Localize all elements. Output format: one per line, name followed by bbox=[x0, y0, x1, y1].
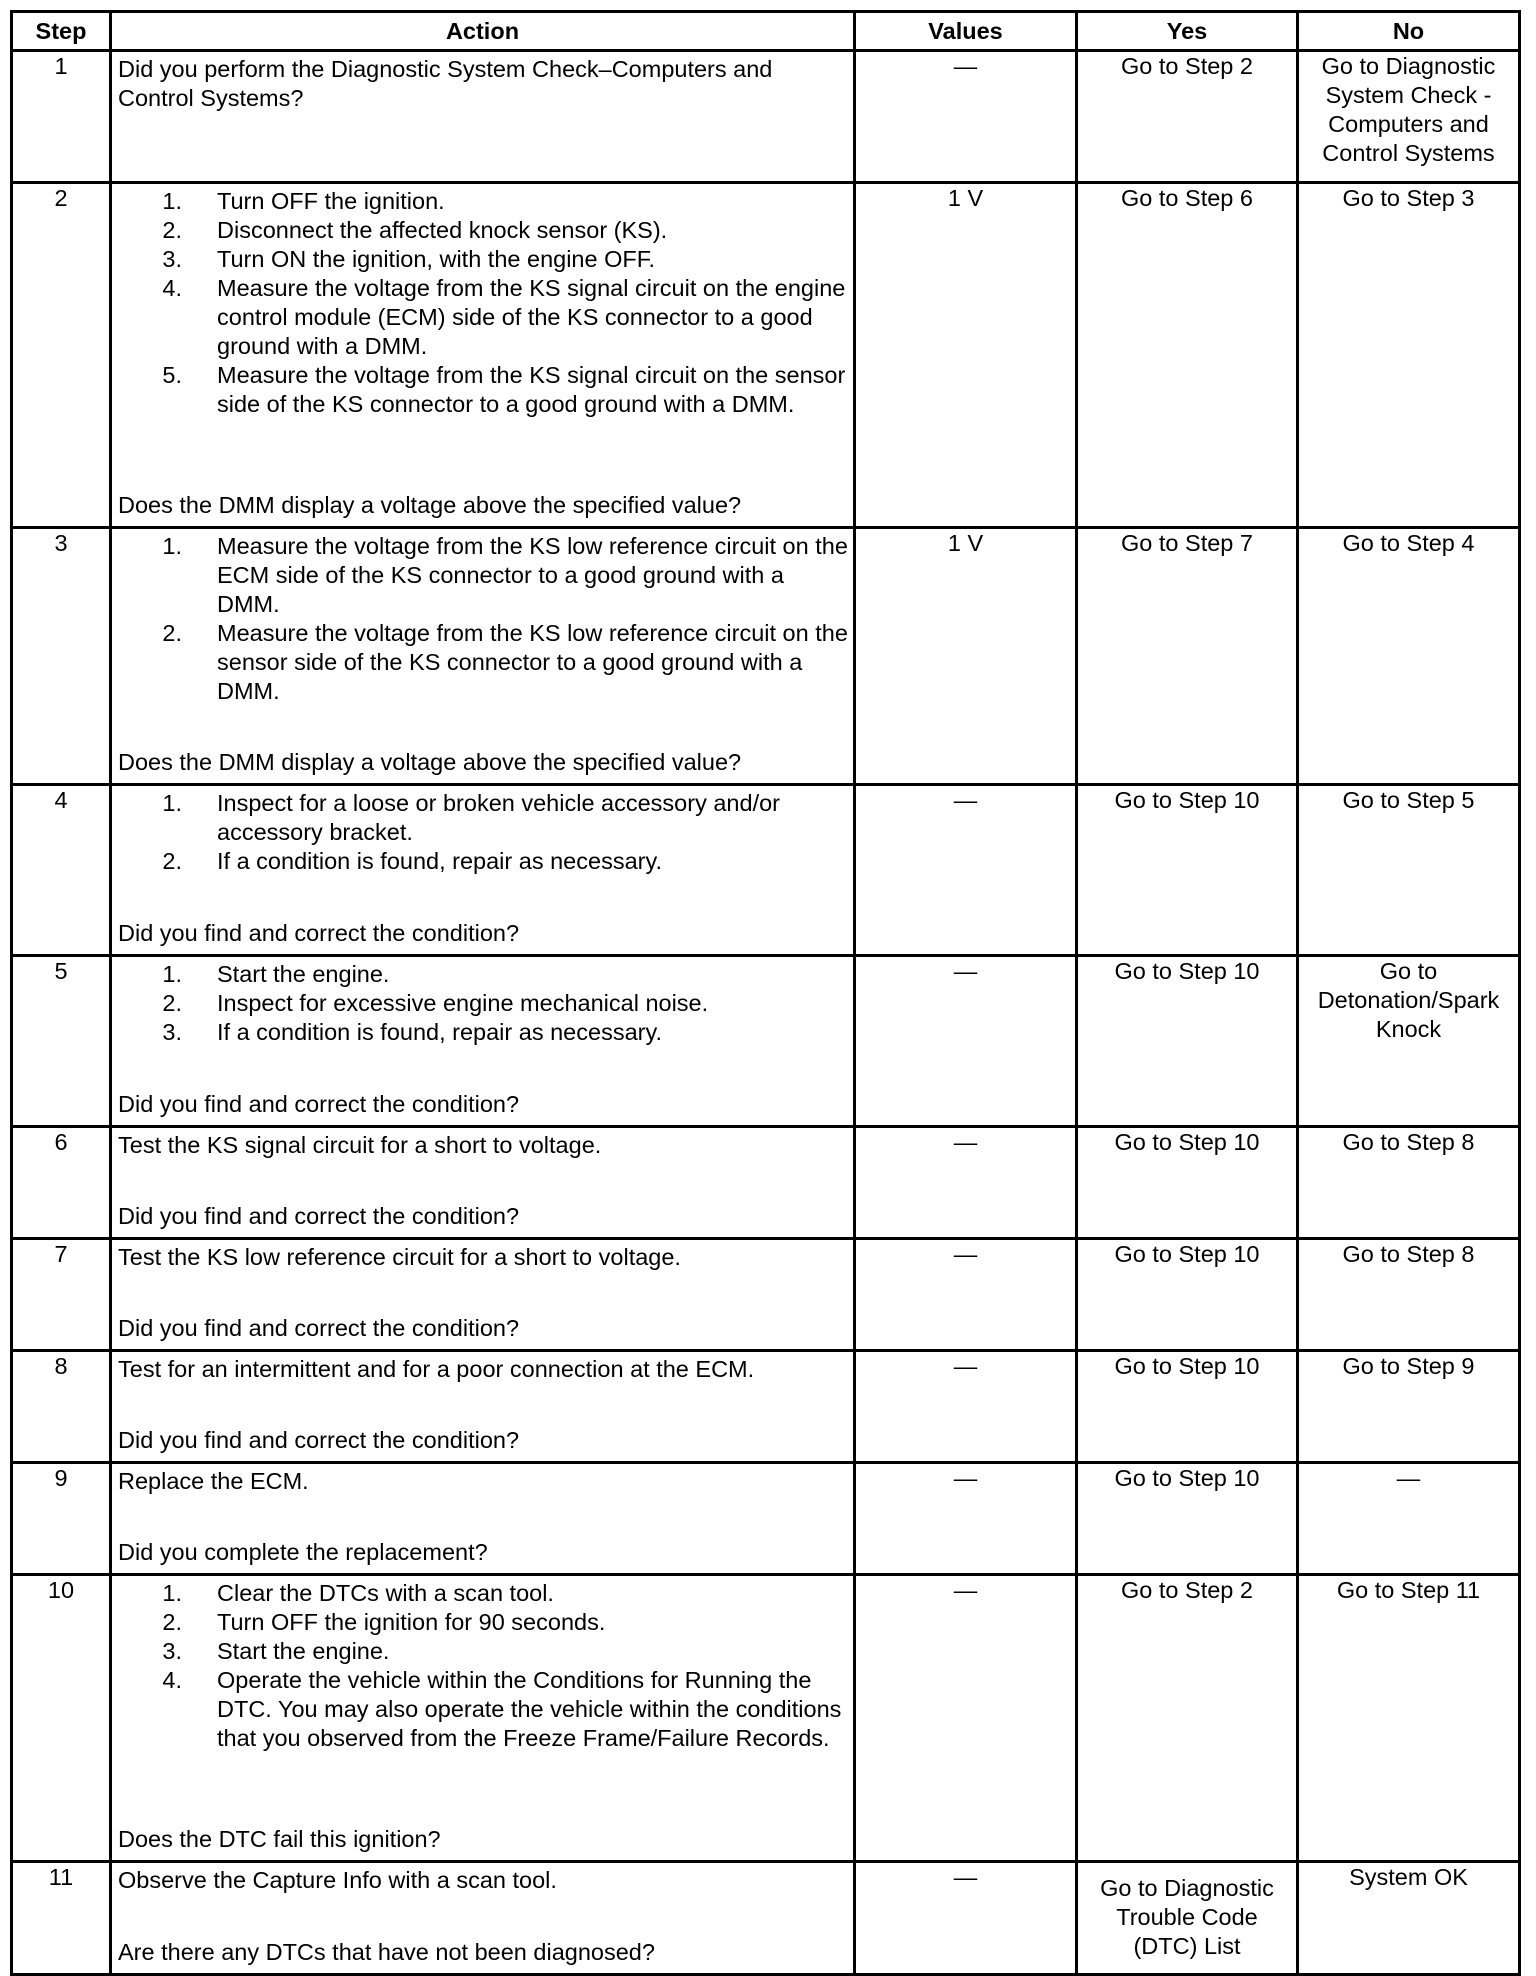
step-number: 9 bbox=[12, 1463, 111, 1575]
action-question: Did you find and correct the condition? bbox=[118, 920, 520, 946]
action-step bbox=[118, 216, 849, 245]
action-instructions bbox=[118, 532, 849, 706]
action-instructions bbox=[118, 1579, 849, 1753]
no-cell bbox=[1298, 1575, 1520, 1862]
yes-result: Go to Step 10 bbox=[1114, 1465, 1260, 1491]
header-action: Action bbox=[111, 12, 855, 51]
action-step bbox=[118, 1608, 849, 1637]
no-result: Go to Step 9 bbox=[1342, 1353, 1475, 1379]
no-result: Go to Step 11 bbox=[1336, 1577, 1481, 1603]
action-step bbox=[118, 847, 849, 876]
table-row bbox=[12, 1351, 1520, 1463]
no-cell bbox=[1298, 1239, 1520, 1351]
yes-result: Go to Step 2 bbox=[1121, 53, 1253, 79]
yes-result: Go to Step 7 bbox=[1121, 530, 1253, 556]
action-text: Did you perform the Diagnostic System Check–Computers and Control Systems? bbox=[118, 56, 773, 111]
step-number: 8 bbox=[12, 1351, 111, 1463]
action-content bbox=[112, 1576, 853, 1857]
yes-cell bbox=[1077, 1351, 1298, 1463]
yes-result: Go to Step 10 bbox=[1114, 1129, 1260, 1155]
action-step-text: Measure the voltage from the KS signal circuit on the sensor side of the KS connector to a good ground with a DMM. bbox=[217, 362, 846, 417]
action-question: Did you find and correct the condition? bbox=[118, 1203, 520, 1229]
no-result: Go to Step 3 bbox=[1342, 185, 1475, 211]
step-number: 5 bbox=[12, 956, 111, 1127]
action-step bbox=[118, 1018, 849, 1047]
yes-cell bbox=[1077, 1575, 1298, 1862]
no-cell bbox=[1298, 183, 1520, 528]
header-yes: Yes bbox=[1077, 12, 1298, 51]
action-step bbox=[118, 960, 849, 989]
action-cell bbox=[111, 1862, 855, 1975]
table-row bbox=[12, 1575, 1520, 1862]
action-instructions bbox=[118, 1866, 849, 1895]
step-number: 6 bbox=[12, 1127, 111, 1239]
action-text: Replace the ECM. bbox=[118, 1468, 309, 1494]
action-step bbox=[118, 361, 849, 419]
action-content bbox=[112, 1352, 853, 1458]
action-cell bbox=[111, 1463, 855, 1575]
header-row bbox=[12, 12, 1520, 51]
no-result: System OK bbox=[1349, 1864, 1468, 1890]
no-cell bbox=[1298, 1862, 1520, 1975]
action-step-number: 4. bbox=[162, 1667, 182, 1693]
action-cell bbox=[111, 1575, 855, 1862]
action-instructions bbox=[118, 1467, 849, 1496]
yes-cell bbox=[1077, 1862, 1298, 1975]
action-step-number: 2. bbox=[162, 1609, 182, 1635]
action-instructions bbox=[118, 1243, 849, 1272]
action-text: Test for an intermittent and for a poor connection at the ECM. bbox=[118, 1356, 755, 1382]
action-question: Did you find and correct the condition? bbox=[118, 1091, 520, 1117]
step-number: 1 bbox=[12, 51, 111, 183]
no-result: Go to Diagnostic System Check - Computers and Control Systems bbox=[1321, 53, 1496, 166]
yes-cell bbox=[1077, 1239, 1298, 1351]
action-question: Does the DTC fail this ignition? bbox=[118, 1826, 441, 1852]
action-steps-list bbox=[118, 960, 849, 1047]
values-cell: 1 V bbox=[855, 183, 1077, 528]
action-step bbox=[118, 187, 849, 216]
no-result: Go to Step 4 bbox=[1342, 530, 1475, 556]
action-step-number: 2. bbox=[162, 620, 182, 646]
action-step bbox=[118, 1579, 849, 1608]
values-cell: — bbox=[855, 1127, 1077, 1239]
yes-cell bbox=[1077, 785, 1298, 956]
no-result: Go to Step 5 bbox=[1342, 787, 1475, 813]
action-step-text: Measure the voltage from the KS low reference circuit on the sensor side of the KS connector to a good ground with a DMM. bbox=[217, 620, 848, 704]
yes-cell bbox=[1077, 1127, 1298, 1239]
action-question: Did you find and correct the condition? bbox=[118, 1315, 520, 1341]
yes-cell bbox=[1077, 956, 1298, 1127]
action-step bbox=[118, 532, 849, 619]
action-step-number: 1. bbox=[162, 1580, 182, 1606]
action-step-text: If a condition is found, repair as necessary. bbox=[217, 1019, 662, 1045]
table-row bbox=[12, 1862, 1520, 1975]
diagnostic-table bbox=[10, 10, 1521, 1976]
action-instructions bbox=[118, 960, 849, 1047]
no-cell bbox=[1298, 785, 1520, 956]
values-cell: — bbox=[855, 1575, 1077, 1862]
action-step-number: 2. bbox=[162, 990, 182, 1016]
values-cell: — bbox=[855, 785, 1077, 956]
action-content bbox=[112, 52, 853, 178]
header-values: Values bbox=[855, 12, 1077, 51]
action-instructions bbox=[118, 55, 849, 113]
action-step bbox=[118, 789, 849, 847]
action-question: Does the DMM display a voltage above the specified value? bbox=[118, 492, 742, 518]
action-step-number: 5. bbox=[162, 362, 182, 388]
action-question: Did you find and correct the condition? bbox=[118, 1427, 520, 1453]
action-content bbox=[112, 786, 853, 951]
action-cell bbox=[111, 1127, 855, 1239]
yes-result: Go to Diagnostic Trouble Code (DTC) List bbox=[1100, 1874, 1274, 1959]
yes-cell bbox=[1077, 183, 1298, 528]
yes-result: Go to Step 10 bbox=[1114, 1353, 1260, 1379]
action-content bbox=[112, 1240, 853, 1346]
action-steps-list bbox=[118, 187, 849, 419]
no-cell bbox=[1298, 1463, 1520, 1575]
action-step-text: Turn ON the ignition, with the engine OFF. bbox=[217, 246, 656, 272]
action-step-text: Clear the DTCs with a scan tool. bbox=[217, 1580, 554, 1606]
yes-result: Go to Step 10 bbox=[1114, 1241, 1260, 1267]
action-step bbox=[118, 619, 849, 706]
yes-cell bbox=[1077, 528, 1298, 785]
action-step-text: Measure the voltage from the KS signal circuit on the engine control module (ECM) side of the KS connector to a good ground with a DMM. bbox=[217, 275, 846, 359]
table-row bbox=[12, 1127, 1520, 1239]
action-step-number: 3. bbox=[162, 1638, 182, 1664]
values-cell: — bbox=[855, 51, 1077, 183]
step-number: 10 bbox=[12, 1575, 111, 1862]
action-step-number: 3. bbox=[162, 246, 182, 272]
no-result: Go to Step 8 bbox=[1342, 1241, 1475, 1267]
table-row bbox=[12, 1463, 1520, 1575]
action-cell bbox=[111, 1351, 855, 1463]
action-content bbox=[112, 1863, 853, 1970]
action-content bbox=[112, 957, 853, 1122]
step-number: 2 bbox=[12, 183, 111, 528]
action-step-number: 3. bbox=[162, 1019, 182, 1045]
no-result: — bbox=[1396, 1465, 1421, 1491]
step-number: 11 bbox=[12, 1862, 111, 1975]
values-cell: — bbox=[855, 1862, 1077, 1975]
action-question: Are there any DTCs that have not been diagnosed? bbox=[118, 1939, 655, 1965]
action-instructions bbox=[118, 1355, 849, 1384]
action-step-text: Measure the voltage from the KS low reference circuit on the ECM side of the KS connector to a good ground with a DMM. bbox=[217, 533, 848, 617]
yes-result: Go to Step 2 bbox=[1121, 1577, 1253, 1603]
no-result: Go to Detonation/Spark Knock bbox=[1317, 958, 1500, 1042]
action-step-text: Inspect for a loose or broken vehicle accessory and/or accessory bracket. bbox=[217, 790, 780, 845]
action-cell bbox=[111, 183, 855, 528]
action-cell bbox=[111, 1239, 855, 1351]
action-step-number: 4. bbox=[162, 275, 182, 301]
action-step-text: Start the engine. bbox=[217, 961, 390, 987]
action-cell bbox=[111, 51, 855, 183]
action-content bbox=[112, 1464, 853, 1570]
action-text: Observe the Capture Info with a scan tool. bbox=[118, 1867, 557, 1893]
action-step bbox=[118, 274, 849, 361]
action-instructions bbox=[118, 1131, 849, 1160]
action-cell bbox=[111, 956, 855, 1127]
action-steps-list bbox=[118, 789, 849, 876]
action-step-number: 1. bbox=[162, 961, 182, 987]
values-cell: — bbox=[855, 956, 1077, 1127]
action-step-number: 1. bbox=[162, 533, 182, 559]
yes-cell bbox=[1077, 51, 1298, 183]
action-step bbox=[118, 989, 849, 1018]
yes-cell bbox=[1077, 1463, 1298, 1575]
action-text: Test the KS low reference circuit for a short to voltage. bbox=[118, 1244, 681, 1270]
action-content bbox=[112, 529, 853, 780]
action-step bbox=[118, 1637, 849, 1666]
header-step: Step bbox=[12, 12, 111, 51]
no-cell bbox=[1298, 956, 1520, 1127]
action-step-text: Start the engine. bbox=[217, 1638, 390, 1664]
step-number: 3 bbox=[12, 528, 111, 785]
action-question: Did you complete the replacement? bbox=[118, 1539, 488, 1565]
action-content bbox=[112, 184, 853, 523]
action-cell bbox=[111, 785, 855, 956]
table-row bbox=[12, 956, 1520, 1127]
action-cell bbox=[111, 528, 855, 785]
table-row bbox=[12, 183, 1520, 528]
action-step-text: Turn OFF the ignition. bbox=[217, 188, 445, 214]
table-body bbox=[12, 51, 1520, 1975]
action-steps-list bbox=[118, 1579, 849, 1753]
action-step-number: 1. bbox=[162, 188, 182, 214]
step-number: 7 bbox=[12, 1239, 111, 1351]
table-row bbox=[12, 528, 1520, 785]
step-number: 4 bbox=[12, 785, 111, 956]
values-cell: — bbox=[855, 1351, 1077, 1463]
action-step-number: 2. bbox=[162, 848, 182, 874]
table-row bbox=[12, 51, 1520, 183]
no-cell bbox=[1298, 51, 1520, 183]
values-cell: — bbox=[855, 1239, 1077, 1351]
values-cell: — bbox=[855, 1463, 1077, 1575]
table-row bbox=[12, 785, 1520, 956]
no-cell bbox=[1298, 1351, 1520, 1463]
action-step bbox=[118, 245, 849, 274]
no-result: Go to Step 8 bbox=[1342, 1129, 1475, 1155]
action-step-text: Turn OFF the ignition for 90 seconds. bbox=[217, 1609, 606, 1635]
table-row bbox=[12, 1239, 1520, 1351]
yes-result: Go to Step 10 bbox=[1114, 958, 1260, 984]
yes-result: Go to Step 6 bbox=[1121, 185, 1253, 211]
action-content bbox=[112, 1128, 853, 1234]
action-step-text: If a condition is found, repair as necessary. bbox=[217, 848, 662, 874]
action-step-number: 1. bbox=[162, 790, 182, 816]
action-step-text: Operate the vehicle within the Conditions for Running the DTC. You may also operate the vehicle within the conditions that you observed from the Freeze Frame/Failure Records. bbox=[217, 1667, 842, 1751]
action-step bbox=[118, 1666, 849, 1753]
no-cell bbox=[1298, 528, 1520, 785]
yes-result: Go to Step 10 bbox=[1114, 787, 1260, 813]
action-step-text: Inspect for excessive engine mechanical noise. bbox=[217, 990, 709, 1016]
no-cell bbox=[1298, 1127, 1520, 1239]
action-steps-list bbox=[118, 532, 849, 706]
action-instructions bbox=[118, 789, 849, 876]
action-step-number: 2. bbox=[162, 217, 182, 243]
action-text: Test the KS signal circuit for a short to voltage. bbox=[118, 1132, 602, 1158]
header-no: No bbox=[1298, 12, 1520, 51]
action-step-text: Disconnect the affected knock sensor (KS). bbox=[217, 217, 668, 243]
action-question: Does the DMM display a voltage above the specified value? bbox=[118, 749, 742, 775]
values-cell: 1 V bbox=[855, 528, 1077, 785]
action-instructions bbox=[118, 187, 849, 419]
